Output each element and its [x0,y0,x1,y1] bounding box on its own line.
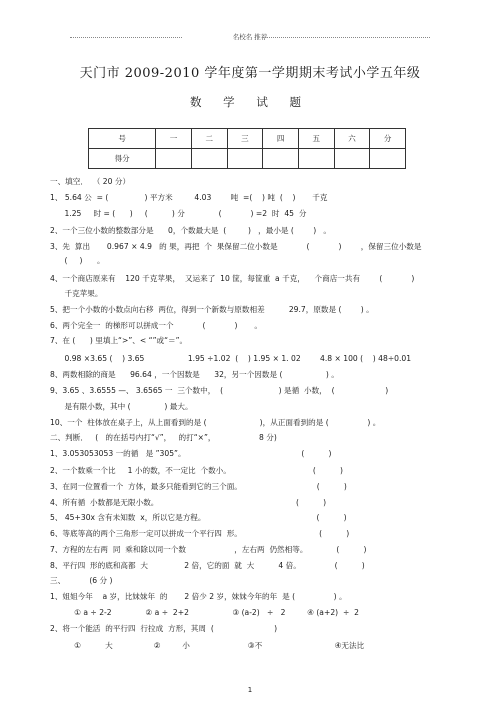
score-cell: 号 [89,129,156,149]
question-line: 8、平行四 形的底和高都 大 2 倍，它的面 就 大 4 倍。 ( ) [50,561,365,570]
section-heading-true-false: 二、判断． ( 的在括号内打“√”， 的打“×”， 8 分) [50,433,277,442]
question-line: 9、3.65 、3.6555 —、 3.6565 一 三个数中， ( ) 是循 小数， ( ) [50,386,389,395]
score-cell[interactable] [156,149,192,169]
question-line: 6、两个完全一 的梯形可以拼成一个 ( ) 。 [50,321,262,330]
section-heading-fill-blank: 一、填空． （ 20 分） [50,177,131,186]
question-line: 2、一个数乘一个比 1 小的数，不一定比 个数小。 ( ) [50,466,343,475]
question-line: 1、姐姐今年 a 岁，比妹妹年 的 2 倍少 2 岁，妹妹今年的年 是 ( ) 。 [50,592,347,601]
score-cell: 五 [298,129,334,149]
choice-options: ① a ÷ 2-2 ② a ÷ 2+2 ③ (a-2) ÷ 2 ④ (a+2) ÷ 2 [50,608,359,617]
question-line: 10、一个 柱体放在桌子上，从上面看到的是 ( )，从正面看到的是 ( ) 。 [50,418,381,427]
page-header: 名校名 推荐 [232,33,268,41]
score-table-score-row [89,149,406,169]
score-cell: 一 [156,129,192,149]
choice-options: ① 大 ② 小 ③不 ④无法比 [50,641,365,650]
score-cell[interactable] [191,149,227,169]
question-line: 是有限小数，其中 ( ) 最大。 [50,402,193,411]
score-table [88,128,406,169]
score-cell: 分 [370,129,406,149]
score-cell[interactable] [370,149,406,169]
question-line: 1、3.053053053 一的循 是 ”305”。 ( ) [50,449,332,458]
question-line: 3、先 算出 0.967 × 4.9 的 果，再把 个 果保留二位小数是 ( ) ，保留三位小数是 [50,242,422,251]
score-cell[interactable] [263,149,299,169]
question-line: 5、 45+30x 含有未知数 x，所以它是方程。 ( ) [50,513,347,522]
score-cell[interactable] [298,149,334,169]
score-cell: 四 [263,129,299,149]
score-cell[interactable] [227,149,263,169]
question-line: 4、一个商店原来有 120 千克苹果， 又运来了 10 筐，每筐重 a 千克， 个商店一共有 ( ) [50,274,415,283]
question-line: 3、在同一位置看一个 方体，最多只能看到它的三个面。 ( ) [50,482,347,491]
score-cell[interactable] [334,149,370,169]
score-cell: 六 [334,129,370,149]
score-table-header-row [89,129,406,149]
header-rule-right [262,37,430,38]
question-line: ( ) 。 [50,256,105,265]
question-line: 5、把一个小数的小数点向右移 两位，得到一个新数与原数相差 29.7，原数是 ( ) 。 [50,305,374,314]
page-number: 1 [247,686,253,694]
score-cell: 二 [191,129,227,149]
question-line: 4、所有循 小数都是无限小数。 ( ) [50,498,327,507]
question-line: 0.98 ×3.65 ( ) 3.65 1.95 ÷1.02 ( ) 1.95 × 1. 02 4.8 × 100 ( ) 48÷0.01 [50,354,412,363]
question-line: 2、一个三位小数的整数部分是 0，个数最大是 ( ) ，最小是 ( ) 。 [50,226,332,235]
score-cell: 三 [227,129,263,149]
question-line: 7、在 ( ) 里填上“>”、< “”或“＝”。 [50,336,188,345]
question-line: 2、将一个能活 的平行四 行拉成 方形，其周 ( ) [50,624,278,633]
exam-title: 天门市 2009-2010 学年度第一学期期末考试小学五年级 [79,66,421,81]
question-line: 1、 5.64 公 = ( ) 平方米 4.03 吨 =( ) 吨 ( ) 千克 [50,193,328,202]
question-line: 1.25 时 = ( ) ( ) 分 ( ) =2 时 45 分 [50,209,307,218]
question-line: 6、等底等高的两个三角形一定可以拼成一个平行四 形。 ( ) [50,529,350,538]
exam-subtitle: 数 学 试 题 [190,95,310,109]
question-line: 8、两数相除的商是 96.64 ，一个因数是 32，另一个因数是 ( ) 。 [50,370,339,379]
score-cell: 得分 [89,149,156,169]
question-line: 千克苹果。 [50,289,103,298]
question-line: 7、方程的左右两 同 乘和除以同一个数 ，左右两 仍然相等。 ( ) [50,545,367,554]
section-heading-choice: 三、 (6 分 ) [50,576,113,585]
